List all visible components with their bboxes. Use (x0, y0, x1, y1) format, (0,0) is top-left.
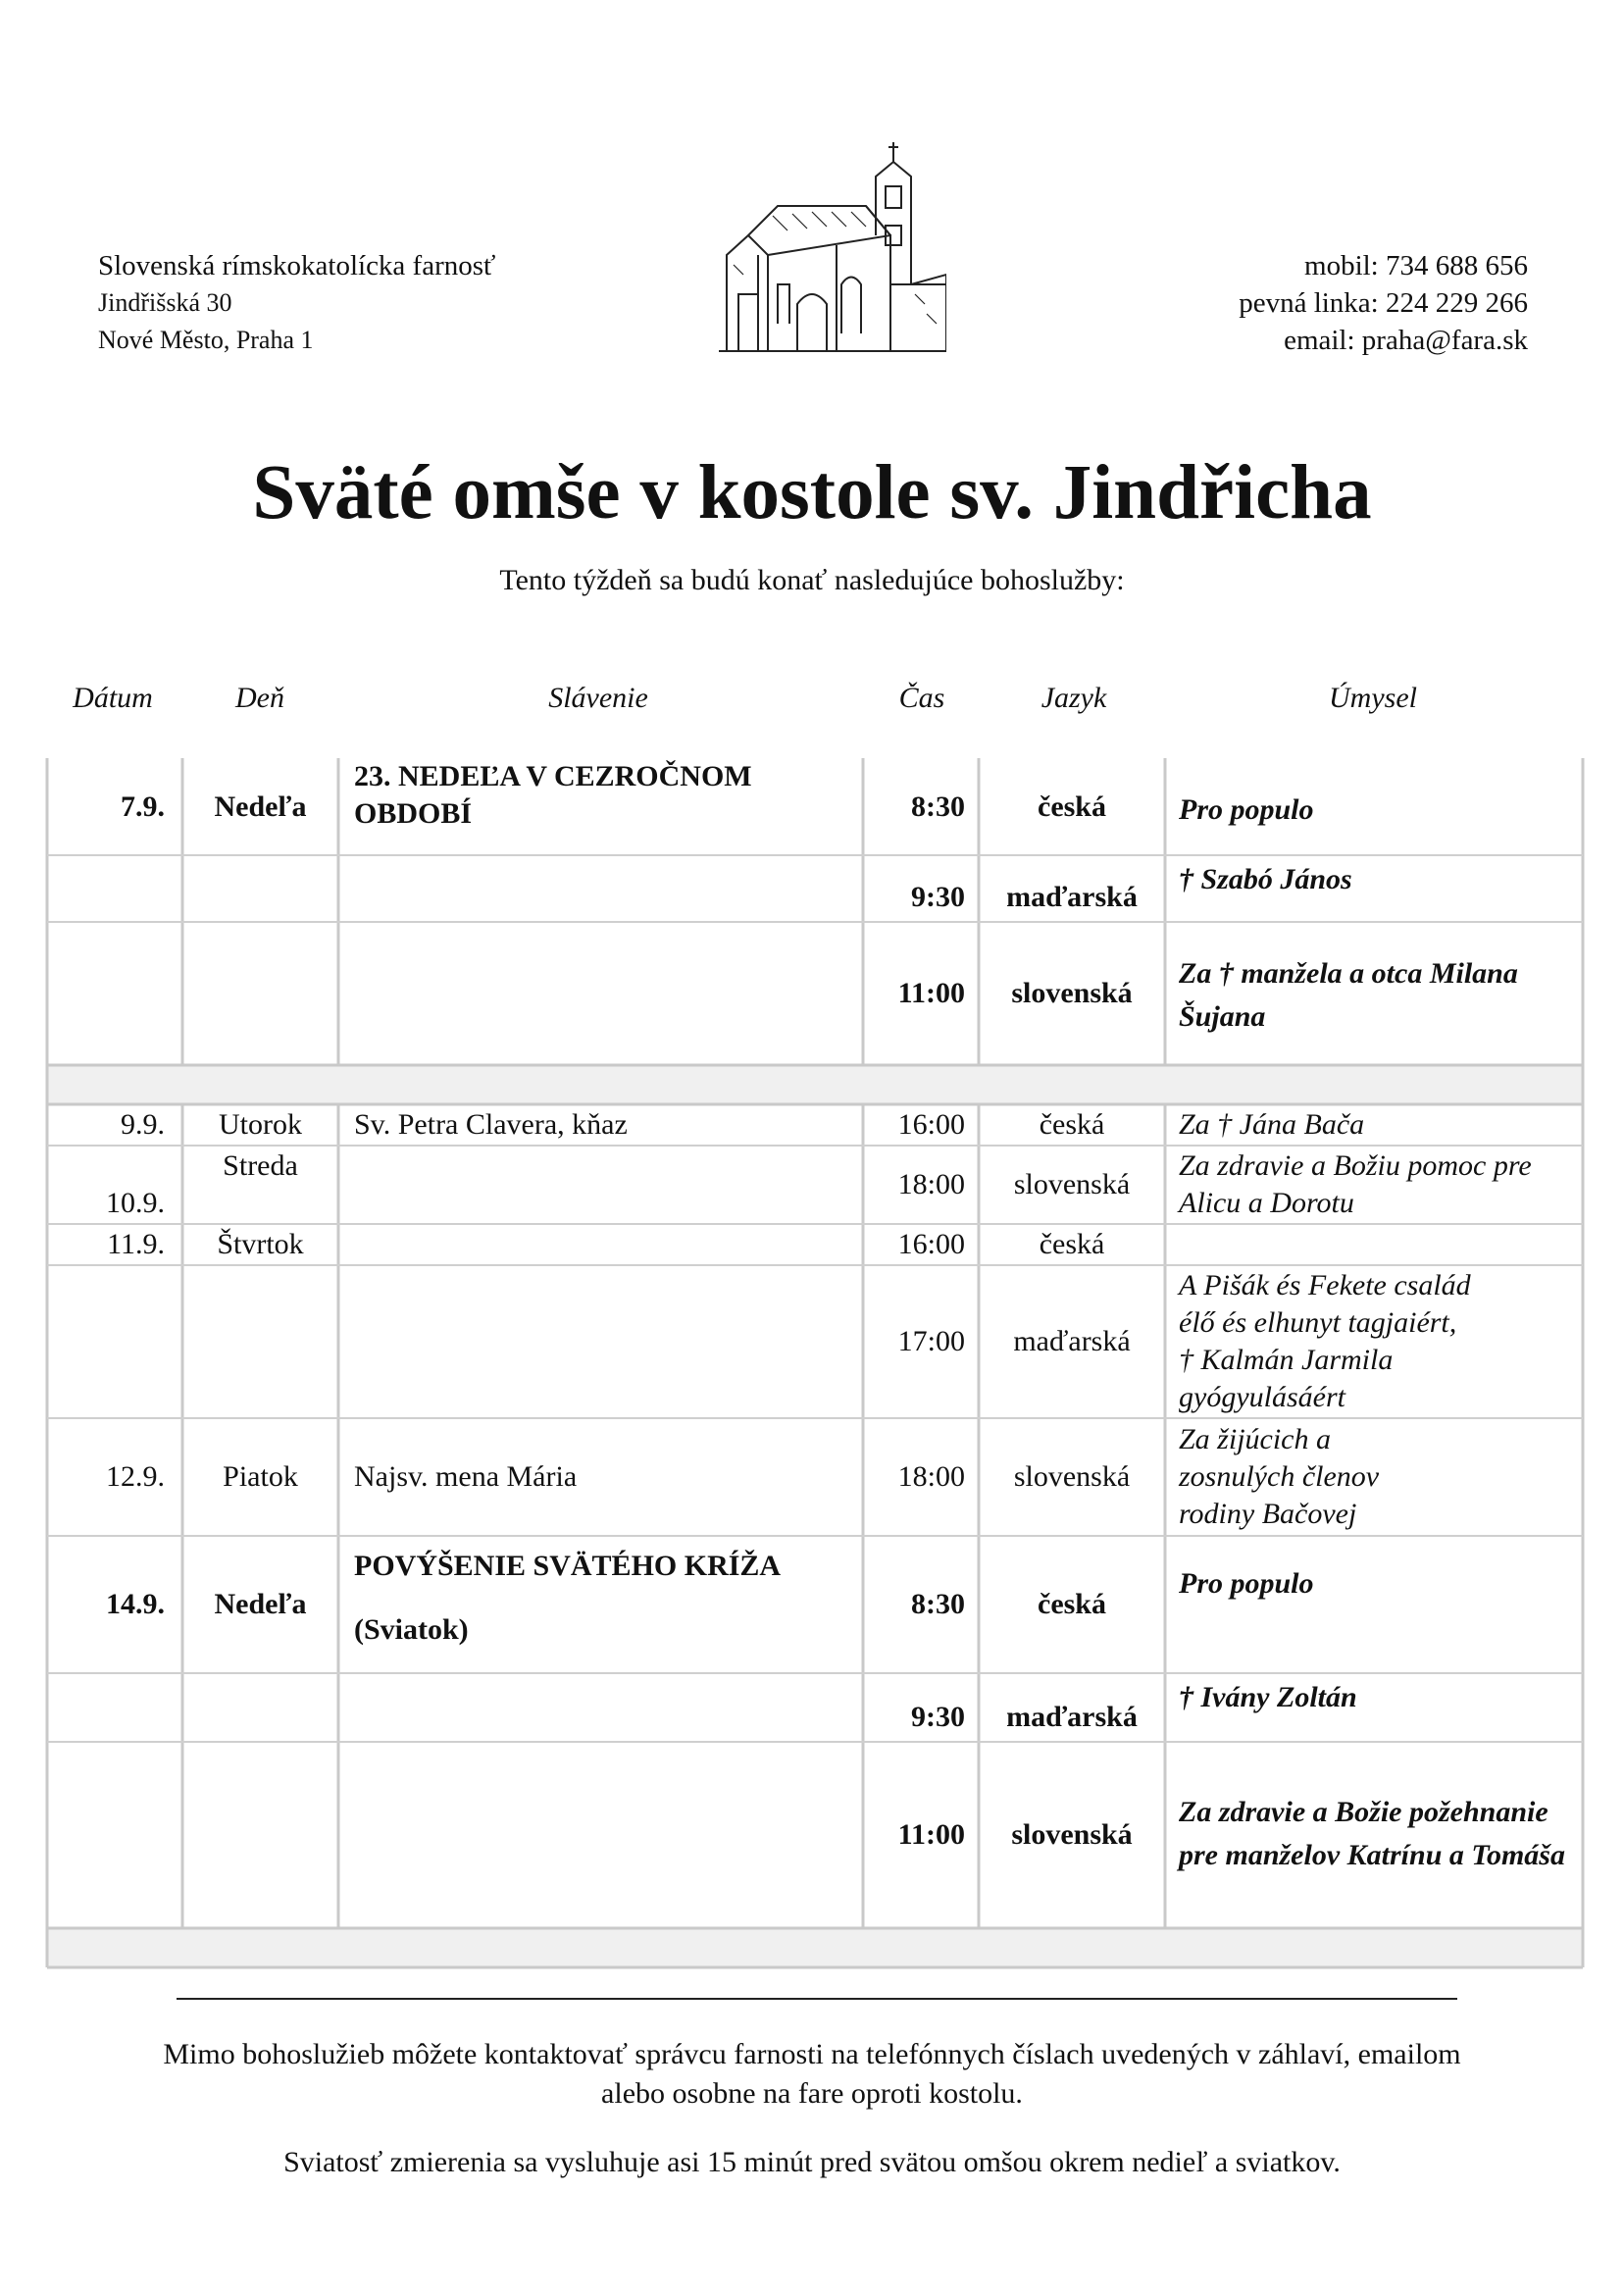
cell-date: 14.9. (106, 1588, 165, 1620)
col-header-language: Jazyk (1040, 682, 1107, 714)
cell-language: maďarská (1006, 881, 1138, 913)
cell-celebration-note: (Sviatok) (354, 1613, 469, 1646)
cell-time: 16:00 (897, 1108, 965, 1141)
cell-intention: Pro populo (1179, 1567, 1314, 1600)
cell-date: 11.9. (107, 1228, 165, 1260)
col-header-celebration: Slávenie (548, 682, 648, 714)
parish-address (98, 247, 495, 359)
cell-date: 12.9. (106, 1460, 165, 1493)
cell-time: 11:00 (897, 1818, 965, 1851)
page-subtitle: Tento týždeň sa budú konať nasledujúce bohoslužby: (499, 564, 1125, 596)
cell-time: 9:30 (911, 881, 965, 913)
cell-time: 18:00 (897, 1460, 965, 1493)
col-header-intention: Úmysel (1329, 682, 1417, 714)
cell-intention: Za zdravie a Božie požehnanie pre manželov Katrínu a Tomáša (1179, 1796, 1565, 1871)
cell-date: 9.9. (121, 1108, 165, 1141)
cell-intention: Pro populo (1179, 793, 1314, 826)
cell-language: slovenská (1011, 1818, 1133, 1851)
cell-day: Nedeľa (214, 790, 307, 823)
divider-line (177, 1998, 1457, 2000)
church-drawing (719, 137, 946, 358)
email-address: email: praha@fara.sk (1284, 325, 1528, 356)
cell-celebration: 23. NEDEĽA V CEZROČNOM OBDOBÍ (354, 760, 752, 830)
cell-language: maďarská (1013, 1325, 1131, 1357)
cell-language: maďarská (1006, 1701, 1138, 1733)
cell-celebration: Sv. Petra Clavera, kňaz (354, 1108, 628, 1141)
parish-street: Jindřišská 30 (98, 288, 232, 317)
cell-day: Utorok (219, 1108, 302, 1141)
parish-name: Slovenská rímskokatolícka farnosť (98, 250, 496, 281)
cell-language: česká (1038, 1588, 1106, 1620)
cell-celebration: Najsv. mena Mária (354, 1460, 578, 1493)
cell-day: Streda (223, 1149, 298, 1182)
cell-intention: Za žijúcich a zosnulých členov rodiny Bačovej (1179, 1423, 1380, 1530)
cell-language: česká (1039, 1108, 1105, 1141)
cell-time: 8:30 (911, 1588, 965, 1620)
cell-day: Piatok (223, 1460, 298, 1493)
cell-time: 18:00 (897, 1168, 965, 1200)
cell-time: 8:30 (911, 790, 965, 823)
cell-celebration: POVÝŠENIE SVÄTÉHO KRÍŽA (354, 1550, 782, 1582)
cell-time: 17:00 (897, 1325, 965, 1357)
cell-intention: A Pišák és Fekete család élő és elhunyt tagjaiért, † Kalmán Jarmila gyógyulásáért (1179, 1269, 1471, 1413)
spacer-band (47, 1065, 1583, 1104)
cell-language: slovenská (1011, 977, 1133, 1009)
col-header-time: Čas (898, 682, 945, 714)
cell-language: česká (1038, 790, 1106, 823)
cell-day: Nedeľa (214, 1588, 307, 1620)
cell-date: 7.9. (121, 790, 165, 823)
parish-district: Nové Město, Praha 1 (98, 326, 314, 354)
cell-language: slovenská (1013, 1460, 1131, 1493)
cell-intention: † Ivány Zoltán (1179, 1681, 1357, 1713)
contact-info (1239, 247, 1528, 359)
cell-intention: Za † manžela a otca Milana Šujana (1179, 957, 1518, 1033)
cell-language: česká (1039, 1228, 1105, 1260)
cell-intention: † Szabó János (1179, 863, 1352, 895)
cell-intention: Za zdravie a Božiu pomoc pre Alicu a Dorotu (1179, 1149, 1532, 1219)
cell-language: slovenská (1013, 1168, 1131, 1200)
cell-time: 9:30 (911, 1701, 965, 1733)
landline-number: pevná linka: 224 229 266 (1239, 287, 1528, 319)
contact-note: Mimo bohoslužieb môžete kontaktovať správcu farnosti na telefónnych číslach uvedených v záhlaví, emailom alebo osobne na fare oproti kostolu. (163, 2038, 1461, 2110)
mobile-number: mobil: 734 688 656 (1304, 250, 1528, 281)
confession-note: Sviatosť zmierenia sa vysluhuje asi 15 minút pred svätou omšou okrem nedieľ a sviatkov. (283, 2146, 1341, 2178)
cell-date: 10.9. (106, 1187, 165, 1219)
cell-intention: Za † Jána Bača (1179, 1108, 1365, 1141)
cell-time: 16:00 (897, 1228, 965, 1260)
cell-day: Štvrtok (217, 1228, 304, 1260)
spacer-band (47, 1928, 1583, 1967)
page-title: Sväté omše v kostole sv. Jindřicha (252, 450, 1372, 535)
col-header-day: Deň (235, 682, 284, 714)
cell-time: 11:00 (897, 977, 965, 1009)
col-header-date: Dátum (73, 682, 153, 714)
